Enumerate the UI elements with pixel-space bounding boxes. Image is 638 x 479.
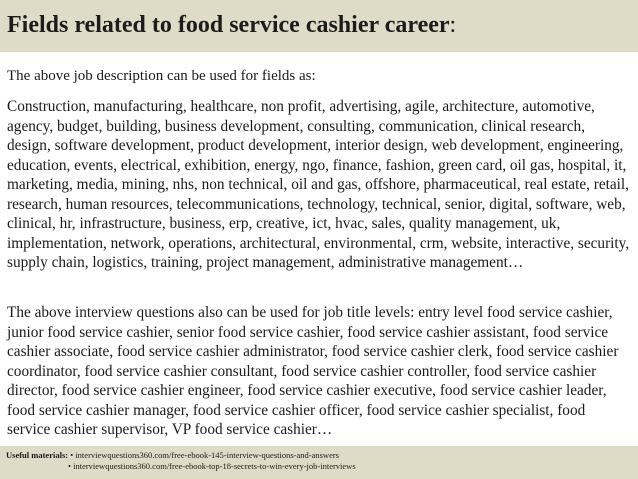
slide-title <box>7 11 456 39</box>
intro-text: The above job description can be used for fields as: <box>7 68 316 84</box>
footer-link-1[interactable]: • interviewquestions360.com/free-ebook-145-interview-questions-and-answers <box>70 450 339 460</box>
job-levels-paragraph: The above interview questions also can be used for job title levels: entry level food service cashier, junior food service cashier, senior food service cashier, food service cashier assistant, food service cashier associate, food service cashier administrator, food service cashier clerk, food service cashier coordinator, food service cashier consultant, food service cashier controller, food service cashier director, food service cashier engineer, food service cashier executive, food service cashier leader, food service cashier manager, food service cashier officer, food service cashier specialist, food service cashier supervisor, VP food service cashier… <box>7 304 619 438</box>
footer <box>6 450 632 472</box>
fields-paragraph: Construction, manufacturing, healthcare, non profit, advertising, agile, architecture, automotive, agency, budget, building, business development, consulting, communication, clinical research, design, software development, product development, interior design, web development, engineering, education, events, electrical, exhibition, energy, ngo, finance, fashion, green card, oil gas, hospital, it, marketing, media, mining, nhs, non technical, oil and gas, offshore, pharmaceutical, real estate, retail, research, human resources, telecommunications, technology, technical, senior, digital, software, web, clinical, hr, infrastructure, business, erp, creative, ict, hvac, sales, quality management, uk, implementation, network, operations, architectural, environmental, crm, website, interactive, security, supply chain, logistics, training, project management, administrative management… <box>7 98 630 271</box>
footer-row-2 <box>6 461 632 472</box>
footer-link-2[interactable]: • interviewquestions360.com/free-ebook-top-18-secrets-to-win-every-job-interviews <box>68 461 356 471</box>
slide-title-colon: : <box>449 12 457 38</box>
slide-title-text: Fields related to food service cashier career <box>7 12 450 38</box>
footer-row-1 <box>6 450 632 461</box>
footer-label: Useful materials: <box>6 450 69 460</box>
